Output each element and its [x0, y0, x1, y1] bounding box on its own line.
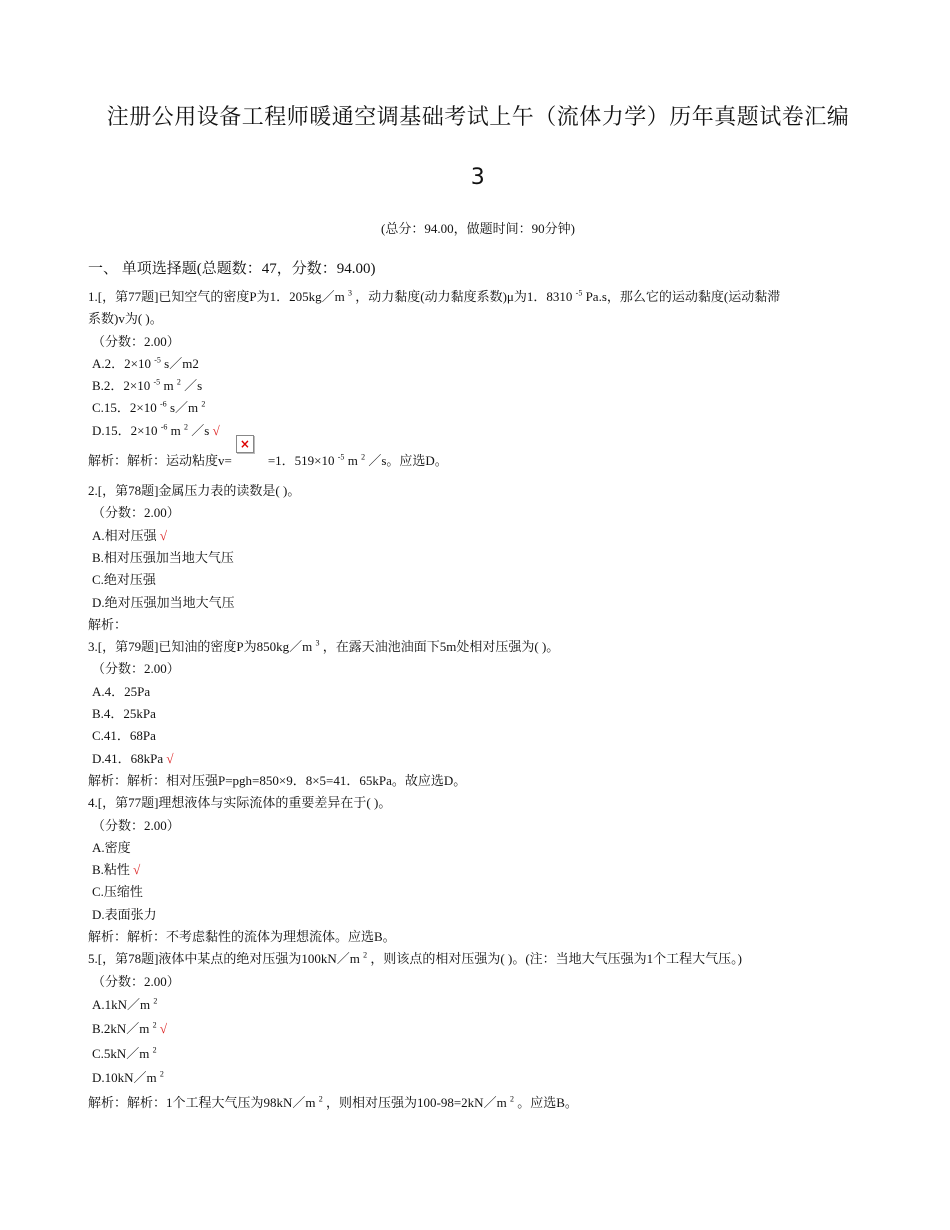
option-c[interactable]: C.5kN／m $^2$: [92, 1045, 157, 1061]
question-5: [88, 948, 868, 1115]
option-c[interactable]: C.41．68Pa: [92, 728, 156, 744]
option-c[interactable]: C.绝对压强: [92, 572, 156, 588]
question-score: （分数：2.00）: [92, 817, 180, 833]
option-c[interactable]: C.压缩性: [92, 884, 143, 900]
section-heading: 一、 单项选择题(总题数：47，分数：94.00): [88, 261, 376, 277]
correct-check-icon: √: [159, 527, 168, 543]
correct-check-icon: √: [212, 422, 220, 438]
question-text: 2.[，第78题]金属压力表的读数是( )。: [88, 483, 301, 499]
option-d[interactable]: D.表面张力: [92, 906, 157, 922]
correct-check-icon: √: [166, 750, 174, 766]
analysis: 解析：解析：1个工程大气压为98kN／m $^2$ ，则相对压强为100-98=2kN／m $^2$ 。应选B。: [88, 1094, 578, 1110]
exam-meta: (总分：94.00，做题时间：90分钟): [381, 221, 575, 236]
option-d[interactable]: D.绝对压强加当地大气压: [92, 594, 235, 610]
option-c[interactable]: C.15．2×10 $^{-6}$ s／m $^2$: [92, 400, 206, 416]
question-text: 5.[，第78题]液体中某点的绝对压强为100kN／m $^2$ ，则该点的相对压强为( )。(注：当地大气压强为1个工程大气压。): [88, 950, 742, 967]
page-title: 注册公用设备工程师暖通空调基础考试上午（流体力学）历年真题试卷汇编: [106, 105, 850, 130]
question-text-cont: 系数)v为( )。: [88, 311, 163, 327]
question-score: （分数：2.00）: [92, 505, 180, 521]
page-title-number: 3: [470, 165, 486, 190]
question-score: （分数：2.00）: [92, 973, 180, 989]
option-b[interactable]: B.粘性 √: [92, 862, 141, 878]
option-a[interactable]: A.1kN／m $^2$: [92, 996, 158, 1012]
option-b[interactable]: B.2kN／m $^2$ √: [92, 1021, 168, 1037]
question-score: （分数：2.00）: [92, 333, 180, 349]
analysis: 解析：解析：运动粘度v= × =1．519×10 $^{-5}$ m $^2$ ／s。应选D。: [88, 437, 448, 469]
analysis: 解析：解析：不考虑黏性的流体为理想流体。应选B。: [88, 929, 396, 945]
option-a[interactable]: A.2．2×10 $^{-5}$ s／m2: [92, 355, 199, 371]
option-d[interactable]: D.15．2×10 $^{-6}$ m $^2$ ／s √: [92, 422, 220, 438]
question-score: （分数：2.00）: [92, 661, 180, 677]
option-a[interactable]: A.密度: [92, 839, 131, 855]
question-text: 1.[，第77题]已知空气的密度P为1．205kg／m $^3$ ，动力黏度(动力黏度系数)μ为1．8310 $^{-5}$ Pa.s，那么它的运动黏度(运动黏滞: [88, 288, 781, 304]
option-b[interactable]: B.相对压强加当地大气压: [92, 549, 234, 565]
analysis: 解析：解析：相对压强P=pgh=850×9．8×5=41．65kPa。故应选D。: [88, 772, 467, 788]
analysis: 解析：: [88, 616, 128, 632]
correct-check-icon: √: [133, 862, 141, 878]
option-b[interactable]: B.4．25kPa: [92, 706, 156, 722]
option-a[interactable]: A.相对压强 √: [92, 527, 168, 543]
broken-image-icon: ×: [236, 435, 254, 453]
correct-check-icon: √: [159, 1021, 168, 1037]
exam-page: [88, 88, 868, 1115]
question-text: 3.[，第79题]已知油的密度P为850kg／m $^3$ ，在露天油池油面下5m处相对压强为( )。: [88, 638, 560, 655]
option-d[interactable]: D.10kN／m $^2$: [92, 1070, 164, 1086]
question-1: [88, 286, 868, 480]
option-d[interactable]: D.41．68kPa √: [92, 750, 174, 766]
question-2: [88, 480, 868, 636]
question-text: 4.[，第77题]理想液体与实际流体的重要差异在于( )。: [88, 795, 392, 811]
question-4: [88, 792, 868, 948]
option-b[interactable]: B.2．2×10 $^{-5}$ m $^2$ ／s: [92, 377, 203, 394]
option-a[interactable]: A.4．25Pa: [92, 683, 151, 699]
question-3: [88, 636, 868, 792]
